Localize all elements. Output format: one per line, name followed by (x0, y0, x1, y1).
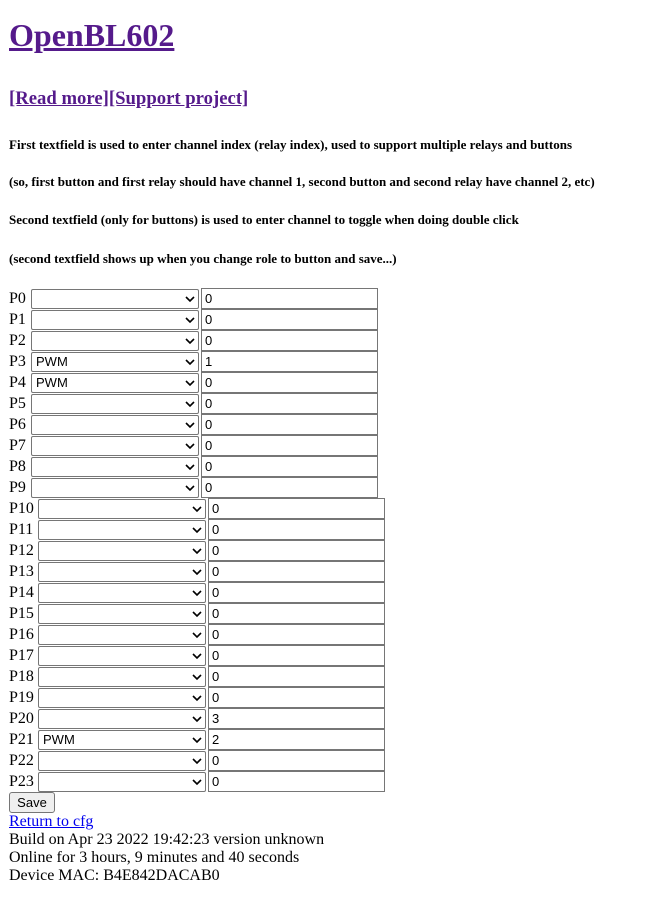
pin-row (9, 540, 385, 561)
pin-label: P23 (9, 773, 34, 790)
pin-channel-input[interactable]: 3 (208, 708, 385, 729)
pin-role-select[interactable] (38, 499, 206, 519)
pin-channel-input[interactable]: 0 (208, 666, 385, 687)
pin-channel-input[interactable]: 0 (201, 435, 378, 456)
pin-row (9, 603, 385, 624)
pin-row (9, 750, 385, 771)
page-title (9, 16, 658, 54)
pin-role-value: PWM (36, 374, 68, 390)
pin-row (9, 708, 385, 729)
pin-row (9, 498, 385, 519)
pin-channel-input[interactable]: 0 (208, 540, 385, 561)
build-info: Build on Apr 23 2022 19:42:23 version unknown (9, 831, 325, 848)
pin-channel-input[interactable]: 0 (201, 456, 378, 477)
pin-label: P1 (9, 311, 26, 328)
pin-channel-input[interactable]: 0 (208, 519, 385, 540)
pin-row (9, 666, 385, 687)
pin-label: P2 (9, 332, 26, 349)
pin-role-value: PWM (43, 731, 75, 747)
pin-label: P21 (9, 731, 34, 748)
pin-label: P5 (9, 395, 26, 412)
pin-row (9, 477, 385, 498)
pin-row (9, 309, 385, 330)
pin-role-select[interactable] (38, 667, 206, 687)
pin-role-select[interactable] (38, 709, 206, 729)
pin-channel-input[interactable]: 0 (201, 288, 378, 309)
pin-row (9, 330, 385, 351)
pin-config-list (9, 288, 385, 792)
pin-role-select[interactable] (38, 562, 206, 582)
pin-role-select[interactable] (38, 772, 206, 792)
pin-role-select[interactable] (38, 541, 206, 561)
note-line: (so, first button and first relay should have channel 1, second button and second relay have channel 2, etc) (9, 174, 595, 189)
note-line: First textfield is used to enter channel index (relay index), used to support multiple relays and buttons (9, 137, 572, 152)
pin-role-select[interactable] (31, 310, 199, 330)
pin-label: P19 (9, 689, 34, 706)
pin-label: P20 (9, 710, 34, 727)
support-project-link[interactable]: [Support project] (108, 88, 249, 109)
pin-label: P6 (9, 416, 26, 433)
pin-role-select[interactable] (31, 373, 199, 393)
online-info: Online for 3 hours, 9 minutes and 40 seconds (9, 849, 300, 866)
pin-channel-input[interactable]: 0 (201, 414, 378, 435)
pin-row (9, 582, 385, 603)
pin-role-select[interactable] (38, 625, 206, 645)
pin-label: P16 (9, 626, 34, 643)
pin-label: P17 (9, 647, 34, 664)
pin-channel-input[interactable]: 1 (201, 351, 378, 372)
return-to-cfg-link[interactable]: Return to cfg (9, 813, 94, 830)
pin-label: P22 (9, 752, 34, 769)
pin-row (9, 393, 385, 414)
pin-channel-input[interactable]: 2 (208, 729, 385, 750)
pin-channel-input[interactable]: 0 (208, 561, 385, 582)
pin-channel-input[interactable]: 0 (208, 750, 385, 771)
pin-row (9, 519, 385, 540)
note-line: (second textfield shows up when you change role to button and save...) (9, 251, 397, 266)
pin-channel-input[interactable]: 0 (201, 477, 378, 498)
pin-role-select[interactable] (38, 688, 206, 708)
chevron-down-icon (192, 774, 202, 796)
pin-channel-input[interactable]: 0 (208, 771, 385, 792)
pin-role-select[interactable] (31, 394, 199, 414)
device-mac: Device MAC: B4E842DACAB0 (9, 867, 220, 884)
pin-channel-input[interactable]: 0 (201, 393, 378, 414)
pin-role-select[interactable] (31, 331, 199, 351)
pin-row (9, 687, 385, 708)
pin-row (9, 561, 385, 582)
pin-row (9, 435, 385, 456)
pin-channel-input[interactable]: 0 (208, 624, 385, 645)
pin-role-select[interactable] (38, 646, 206, 666)
pin-channel-input[interactable]: 0 (208, 498, 385, 519)
save-button[interactable]: Save (9, 792, 55, 813)
pin-label: P4 (9, 374, 26, 391)
note-line: Second textfield (only for buttons) is used to enter channel to toggle when doing double click (9, 212, 519, 227)
pin-row (9, 414, 385, 435)
pin-channel-input[interactable]: 0 (208, 603, 385, 624)
pin-role-select[interactable] (31, 415, 199, 435)
pin-label: P8 (9, 458, 26, 475)
pin-row (9, 624, 385, 645)
pin-channel-input[interactable]: 0 (208, 582, 385, 603)
pin-row (9, 372, 385, 393)
pin-label: P0 (9, 290, 26, 307)
pin-role-select[interactable] (38, 730, 206, 750)
pin-row (9, 456, 385, 477)
pin-role-value: PWM (36, 353, 68, 369)
pin-channel-input[interactable]: 0 (208, 645, 385, 666)
pin-channel-input[interactable]: 0 (201, 330, 378, 351)
pin-role-select[interactable] (31, 289, 199, 309)
pin-role-select[interactable] (31, 352, 199, 372)
pin-label: P14 (9, 584, 34, 601)
pin-label: P7 (9, 437, 26, 454)
pin-role-select[interactable] (38, 583, 206, 603)
pin-label: P11 (9, 521, 34, 538)
footer (9, 813, 324, 885)
header-links (9, 88, 658, 110)
page (0, 16, 658, 110)
pin-row (9, 729, 385, 750)
pin-row (9, 351, 385, 372)
pin-role-select[interactable] (31, 436, 199, 456)
pin-role-select[interactable] (38, 520, 206, 540)
pin-role-select[interactable] (38, 604, 206, 624)
pin-label: P13 (9, 563, 34, 580)
pin-label: P18 (9, 668, 34, 685)
title-link[interactable]: OpenBL602 (9, 17, 175, 53)
pin-channel-input[interactable]: 0 (201, 372, 378, 393)
pin-row (9, 771, 385, 792)
pin-channel-input[interactable]: 0 (208, 687, 385, 708)
pin-label: P3 (9, 353, 26, 370)
pin-label: P9 (9, 479, 26, 496)
pin-label: P10 (9, 500, 34, 517)
pin-role-select[interactable] (31, 478, 199, 498)
pin-role-select[interactable] (31, 457, 199, 477)
pin-label: P12 (9, 542, 34, 559)
pin-label: P15 (9, 605, 34, 622)
pin-role-select[interactable] (38, 751, 206, 771)
read-more-link[interactable]: [Read more] (9, 88, 109, 109)
pin-channel-input[interactable]: 0 (201, 309, 378, 330)
pin-row (9, 288, 385, 309)
pin-row (9, 645, 385, 666)
